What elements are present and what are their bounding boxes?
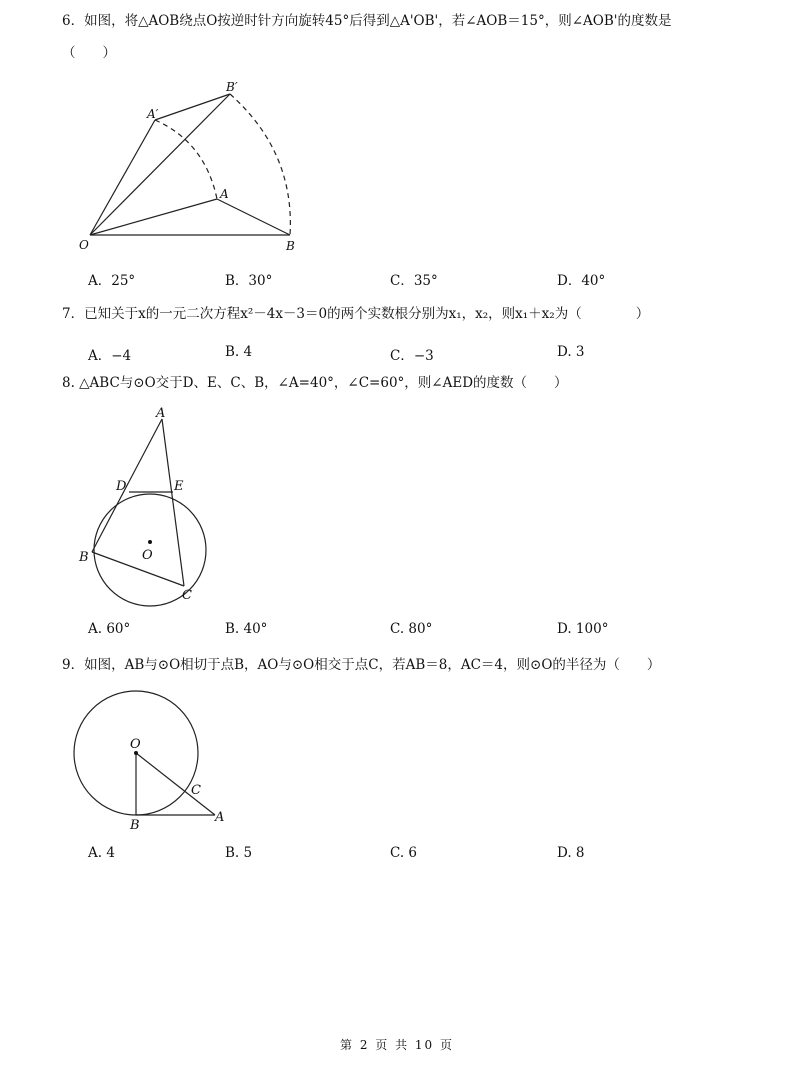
label-D: D <box>116 479 127 494</box>
segment-OB1 <box>90 94 230 235</box>
segment-OA1 <box>90 120 155 235</box>
question-8-option-a[interactable]: A. 60° <box>88 621 131 637</box>
question-9-stem: 9．如图，AB与⊙O相切于点B，AO与⊙O相交于点C，若AB＝8，AC＝4，则⊙O的半径为（ ） <box>62 657 661 673</box>
label-O: O <box>130 737 141 752</box>
label-B: B <box>286 239 295 253</box>
question-7-stem: 7．已知关于x的一元二次方程x²－4x－3＝0的两个实数根分别为x₁，x₂，则x₁＋x₂为（ ） <box>62 306 650 322</box>
question-6-option-a[interactable]: A．25° <box>88 273 136 289</box>
question-9-option-a[interactable]: A. 4 <box>88 845 115 861</box>
label-A: A <box>156 406 166 421</box>
arc-B-B1 <box>230 94 290 235</box>
page-footer: 第 2 页 共 10 页 <box>340 1038 454 1052</box>
label-B-prime: B′ <box>226 80 238 94</box>
label-E: E <box>174 479 184 494</box>
question-8-option-c[interactable]: C. 80° <box>390 621 433 637</box>
question-9-option-d[interactable]: D. 8 <box>557 845 585 861</box>
label-O: O <box>79 238 89 252</box>
segment-OA <box>136 753 215 815</box>
segment-AB <box>92 419 162 552</box>
question-9-option-b[interactable]: B. 5 <box>225 845 253 861</box>
question-8-figure <box>70 400 230 610</box>
question-8-option-d[interactable]: D. 100° <box>557 621 609 637</box>
question-6-stem: 6．如图，将△AOB绕点O按逆时针方向旋转45°后得到△A'OB'，若∠AOB＝15°，则∠AOB'的度数是 <box>62 13 672 29</box>
label-A: A <box>215 810 225 825</box>
question-9-figure <box>66 684 246 834</box>
question-6-option-b[interactable]: B．30° <box>225 273 273 289</box>
segment-AB <box>217 199 290 235</box>
label-C: C <box>191 783 201 798</box>
question-6-option-d[interactable]: D．40° <box>557 273 606 289</box>
segment-A1B1 <box>155 94 230 120</box>
label-A-prime: A′ <box>147 107 159 121</box>
question-7-option-a[interactable]: A．−4 <box>88 348 132 364</box>
segment-BC <box>92 552 184 586</box>
label-A: A <box>220 187 229 201</box>
question-7-option-d[interactable]: D. 3 <box>557 344 585 360</box>
question-8-stem: 8. △ABC与⊙O交于D、E、C、B，∠A=40°，∠C=60°，则∠AED的度数（ ） <box>62 375 568 391</box>
question-8-option-b[interactable]: B. 40° <box>225 621 268 637</box>
question-6-figure <box>70 72 310 257</box>
question-9-option-c[interactable]: C. 6 <box>390 845 418 861</box>
label-O: O <box>142 548 153 563</box>
question-7-option-c[interactable]: C．−3 <box>390 348 434 364</box>
center-point-O <box>148 540 152 544</box>
label-B: B <box>79 550 89 565</box>
label-C: C <box>182 588 192 603</box>
question-6-option-c[interactable]: C．35° <box>390 273 438 289</box>
label-B: B <box>130 818 140 833</box>
question-6-answer-paren: （ ） <box>62 45 116 61</box>
question-7-option-b[interactable]: B. 4 <box>225 344 253 360</box>
segment-OA <box>90 199 217 235</box>
